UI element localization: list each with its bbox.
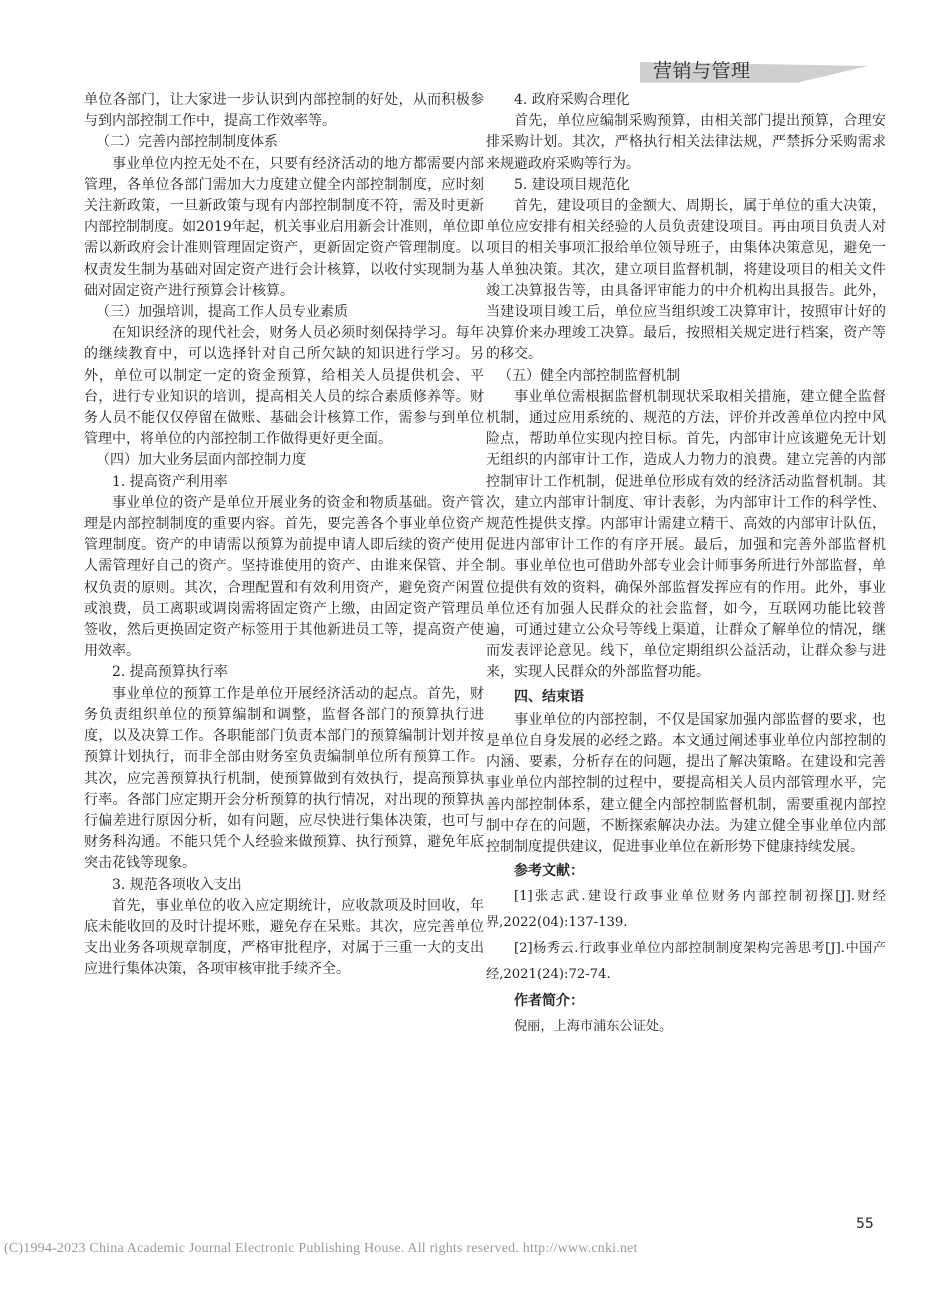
subsection-heading: （五）健全内部控制监督机制 <box>498 367 680 384</box>
paragraph: 首先，单位应编制采购预算，由相关部门提出预算，合理安排采购计划。其次，严格执行相关法律法规，严禁拆分采购需求来规避政府采购等行为。 <box>486 113 886 172</box>
subsection-heading: （三）加强培训，提高工作人员专业素质 <box>96 304 348 321</box>
item-heading: 4. 政府采购合理化 <box>514 92 630 108</box>
paragraph: 首先，事业单位的收入应定期统计，应收款项及时回收，年底未能收回的及时计提坏账，避免存在呆账。其次，应完善单位支出业务各项规章制度，严格审批程序，对属于三重一大的支出应进行集体决策，各项审核审批手续齐全。 <box>84 897 484 978</box>
left-column <box>84 90 484 981</box>
paragraph: 事业单位的资产是单位开展业务的资金和物质基础。资产管理是内部控制制度的重要内容。首先，要完善各个事业单位资产管理制度。资产的申请需以预算为前提申请人即后续的资产使用人需管理好自己的资产。坚持谁使用的资产、由谁来保管、并全权负责的原则。其次，合理配置和有效利用资产，避免资产闲置或浪费，员工离职或调岗需将固定资产上缴，由固定资产管理员签收，然后更换固定资产标签用于其他新进员工等，提高资产使用效率。 <box>84 494 484 660</box>
item-heading: 5. 建设项目规范化 <box>514 176 630 193</box>
paragraph: 在知识经济的现代社会，财务人员必须时刻保持学习。每年的继续教育中，可以选择针对自己所欠缺的知识进行学习。另外，单位可以制定一定的资金预算，给相关人员提供机会、平台，进行专业知识的培训，提高相关人员的综合素质修养等。财务人员不能仅仅停留在做账、基础会计核算工作，需参与到单位管理中，将单位的内部控制工作做得更好更全面。 <box>84 325 484 448</box>
references-heading: 参考文献： <box>514 863 584 880</box>
header-decoration <box>0 0 950 90</box>
paragraph: 首先，建设项目的金额大、周期长，属于单位的重大决策，单位应安排有相关经验的人员负责建设项目。再由项目负责人对项目的相关事项汇报给单位领导班子，由集体决策意见，避免一人单独决策。其次，建立项目监督机制，将建设项目的相关文件竣工决算报告等，由具备评审能力的中介机构出具报告。此外，当建设项目竣工后，单位应当组织竣工决算审计，按照审计好的决算价来办理竣工决算。最后，按照相关规定进行档案，资产等的移交。 <box>486 198 886 363</box>
page-number: 55 <box>856 1216 874 1232</box>
paragraph: 事业单位内控无处不在，只要有经济活动的地方都需要内部管理，各单位各部门需加大力度建立健全内部控制制度，应时刻关注新政策，一旦新政策与现有内部控制制度不符，需及时更新内部控制制度。如2019年起，机关事业启用新会计准则，单位即需以新政府会计准则管理固定资产，更新固定资产管理制度。以权责发生制为基础对固定资产进行会计核算，以收付实现制为基础对固定资产进行预算会计核算。 <box>84 155 484 299</box>
author-text: 倪丽，上海市浦东公证处。 <box>514 1019 673 1035</box>
copyright-watermark: (C)1994-2023 China Academic Journal Electronic Publishing House. All rights reserved. http://www.cnki.net <box>4 1241 638 1256</box>
paragraph: 事业单位需根据监督机制现状采取相关措施，建立健全监督机制，通过应用系统的、规范的方法，评价并改善单位内控中风险点，帮助单位实现内控目标。首先，内部审计应该避免无计划无组织的内部审计工作，造成人力物力的浪费。建立完善的内部控制审计工作机制，促进单位形成有效的经济活动监督机制。其次，建立内部审计制度、审计表彰，为内部审计工作的科学性、规范性提供支撑。内部审计需建立精干、高效的内部审计队伍，促进内部审计工作的有序开展。最后，加强和完善外部监督机制。事业单位也可借助外部专业会计师事务所进行外部监督，单位提供有效的资料，确保外部监督发挥应有的作用。此外，事业单位还有加强人民群众的社会监督，如今，互联网功能比较普遍，可通过建立公众号等线上渠道，让群众了解单位的情况，继而发表评论意见。线下，单位定期组织公益活动，让群众参与进来，实现人民群众的外部监督功能。 <box>486 388 886 681</box>
item-heading: 2. 提高预算执行率 <box>112 664 228 681</box>
right-column-body <box>486 90 886 858</box>
right-column <box>486 90 886 1040</box>
references <box>486 858 886 988</box>
item-heading: 1. 提高资产利用率 <box>112 473 228 490</box>
section-label: 营销与管理 <box>653 60 751 82</box>
reference-item: [2]杨秀云.行政事业单位内部控制制度架构完善思考[J].中国产经,2021(24):72-74. <box>486 941 886 983</box>
reference-item: [1]张志武.建设行政事业单位财务内部控制初探[J].财经界,2022(04):137-139. <box>486 889 886 931</box>
author-info <box>486 988 886 1040</box>
author-heading: 作者简介： <box>514 993 584 1010</box>
paragraph: 事业单位的内部控制，不仅是国家加强内部监督的要求，也是单位自身发展的必经之路。本文通过阐述事业单位内部控制的内涵、要素，分析存在的问题，提出了解决策略。在建设和完善事业单位内部控制的过程中，要提高相关人员内部管理水平，完善内部控制体系，建立健全内部控制监督机制，需要重视内部控制中存在的问题，不断探索解决办法。为建立健全事业单位内部控制制度提供建议，促进事业单位在新形势下健康持续发展。 <box>486 711 886 855</box>
section-heading: 四、结束语 <box>514 688 584 705</box>
paragraph: 单位各部门，让大家进一步认识到内部控制的好处，从而积极参与到内部控制工作中，提高工作效率等。 <box>84 92 484 130</box>
paragraph: 事业单位的预算工作是单位开展经济活动的起点。首先，财务负责组织单位的预算编制和调整，监督各部门的预算执行进度，以及决算工作。各职能部门负责本部门的预算编制计划并按预算计划执行，而非全部由财务室负责编制单位所有预算工作。其次，应完善预算执行机制，使预算做到有效执行，提高预算执行率。各部门应定期开会分析预算的执行情况，对出现的预算执行偏差进行原因分析，如有问题，应尽快进行集体决策，也可与财务科沟通。不能只凭个人经验来做预算、执行预算，避免年底突击花钱等现象。 <box>84 685 484 872</box>
subsection-heading: （四）加大业务层面内部控制力度 <box>96 452 306 469</box>
subsection-heading: （二）完善内部控制制度体系 <box>96 134 278 151</box>
item-heading: 3. 规范各项收入支出 <box>112 876 242 893</box>
